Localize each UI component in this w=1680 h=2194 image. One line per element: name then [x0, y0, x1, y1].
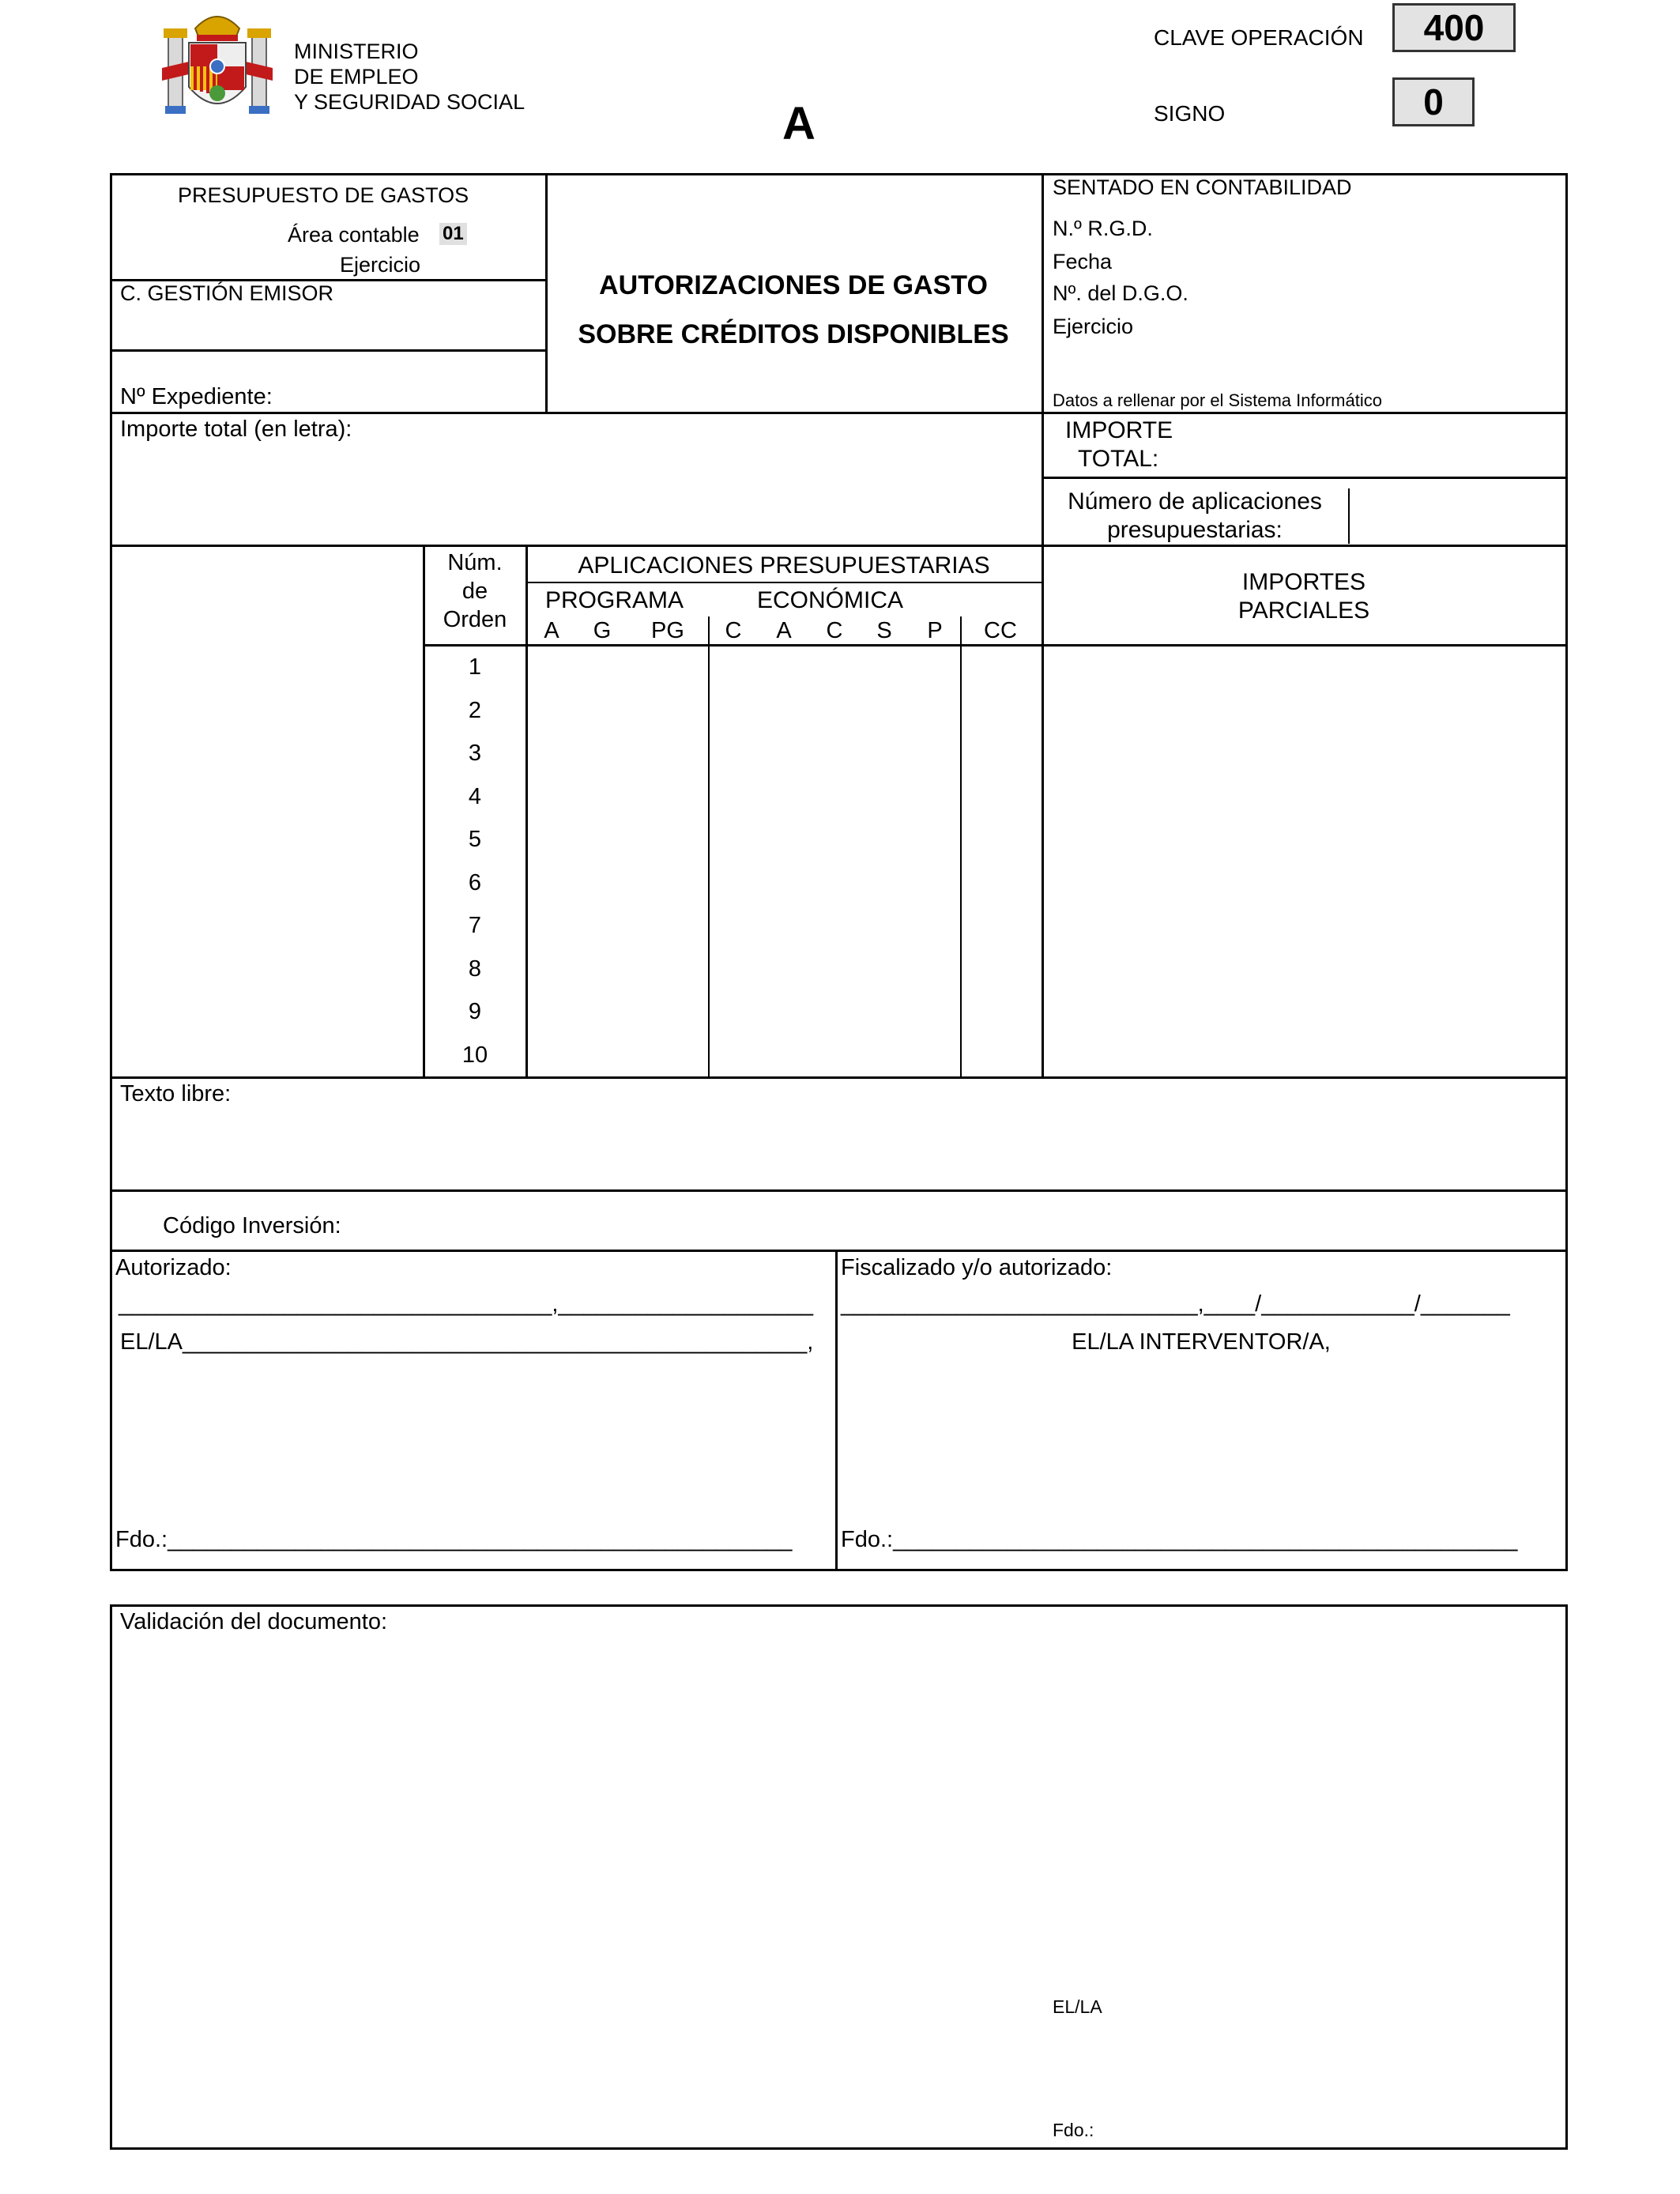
order-number: 2	[468, 697, 482, 723]
divider-programa-economica	[708, 616, 710, 1079]
divider-importe-block	[110, 545, 1568, 547]
order-number: 1	[468, 654, 482, 680]
order-number: 9	[468, 999, 482, 1024]
budget-title: PRESUPUESTO DE GASTOS	[178, 183, 469, 207]
area-contable-value[interactable]: 01	[439, 223, 467, 245]
num-aplicaciones-divider	[1348, 488, 1350, 544]
importe-letra-label: Importe total (en letra):	[120, 417, 352, 442]
divider-gestion	[110, 349, 548, 352]
contabilidad-ejercicio-label: Ejercicio	[1053, 315, 1134, 338]
divider-orden-left	[423, 545, 425, 1079]
divider-top-block	[110, 412, 1568, 414]
col-cc: CC	[984, 618, 1017, 643]
num-aplicaciones-label-line1: Número de aplicaciones	[1068, 488, 1322, 515]
autorizado-cargo-line[interactable]: EL/LA_________________________________________________,	[120, 1329, 814, 1355]
validacion-ella-label: EL/LA	[1053, 1996, 1102, 2017]
form-letter: A	[782, 98, 816, 149]
orden-label-line2: de	[461, 579, 488, 604]
validacion-label: Validación del documento:	[120, 1609, 388, 1634]
autorizado-firma-line[interactable]: Fdo.:_________________________________________________	[115, 1527, 793, 1552]
col-s: S	[876, 618, 892, 643]
sistema-informatico-note: Datos a rellenar por el Sistema Informático	[1053, 390, 1382, 410]
divider-signatures	[835, 1250, 838, 1571]
economica-label: ECONÓMICA	[757, 587, 904, 613]
form-right-border	[1565, 173, 1568, 1571]
dgo-label: Nº. del D.G.O.	[1053, 281, 1188, 305]
order-number: 10	[461, 1042, 488, 1068]
autorizado-place-date-line[interactable]: __________________________________,____________________	[119, 1291, 813, 1317]
divider-title-left	[545, 173, 548, 413]
orden-label-line1: Núm.	[447, 550, 503, 575]
divider-orden-right	[525, 545, 528, 1079]
order-number: 3	[468, 741, 482, 766]
col-pg: PG	[651, 618, 684, 643]
ejercicio-label: Ejercicio	[340, 253, 421, 277]
divider-importe-total	[1042, 477, 1568, 479]
form-bottom-border	[110, 1569, 1568, 1571]
area-contable-label: Área contable	[288, 223, 420, 247]
divider-table-header	[423, 644, 1568, 647]
col-p: P	[927, 618, 943, 643]
fiscalizado-place-date-line[interactable]: ____________________________,____/____________/_______	[841, 1291, 1510, 1317]
order-number: 7	[468, 913, 482, 938]
col-c: C	[725, 618, 742, 643]
ministry-name-line1: MINISTERIO	[294, 40, 419, 63]
divider-right-column	[1042, 173, 1044, 1079]
signo-label: SIGNO	[1154, 101, 1226, 126]
divider-apps-title	[525, 582, 1042, 583]
order-number: 8	[468, 956, 482, 982]
programa-label: PROGRAMA	[545, 587, 684, 613]
divider-texto-libre	[110, 1189, 1568, 1192]
order-number: 5	[468, 827, 482, 852]
gestion-emisor-label: C. GESTIÓN EMISOR	[120, 281, 334, 305]
divider-table-bottom	[110, 1076, 1568, 1079]
rgd-label: N.º R.G.D.	[1053, 217, 1153, 240]
importe-total-label-line1: IMPORTE	[1065, 417, 1173, 443]
ministry-name-line2: DE EMPLEO	[294, 65, 419, 89]
importes-parciales-line1: IMPORTES	[1241, 569, 1366, 595]
form-left-border	[110, 173, 112, 1571]
form-title-line2: SOBRE CRÉDITOS DISPONIBLES	[578, 319, 1009, 349]
importe-total-label-line2: TOTAL:	[1078, 446, 1159, 472]
expediente-label: Nº Expediente:	[120, 384, 273, 409]
col-c2: C	[826, 618, 843, 643]
clave-operacion-label: CLAVE OPERACIÓN	[1154, 25, 1364, 50]
fiscalizado-firma-line[interactable]: Fdo.:_________________________________________________	[841, 1527, 1518, 1552]
form-title-line1: AUTORIZACIONES DE GASTO	[599, 270, 988, 300]
order-number: 6	[468, 869, 482, 895]
divider-economica-cc	[960, 616, 962, 1079]
order-number: 4	[468, 783, 482, 809]
codigo-inversion-label: Código Inversión:	[163, 1213, 341, 1238]
divider-codigo-inversion	[110, 1250, 1568, 1252]
aplicaciones-title: APLICACIONES PRESUPUESTARIAS	[578, 552, 990, 579]
importes-parciales-line2: PARCIALES	[1237, 598, 1370, 624]
ministry-name-line3: Y SEGURIDAD SOCIAL	[294, 90, 525, 114]
texto-libre-label: Texto libre:	[120, 1081, 232, 1106]
signo-value: 0	[1392, 77, 1475, 126]
clave-operacion-value: 400	[1392, 3, 1516, 52]
fecha-label: Fecha	[1053, 250, 1113, 273]
interventor-label: EL/LA INTERVENTOR/A,	[1072, 1329, 1331, 1355]
autorizado-label: Autorizado:	[115, 1255, 232, 1280]
orden-label-line3: Orden	[443, 607, 507, 632]
col-g: G	[593, 618, 612, 643]
fiscalizado-label: Fiscalizado y/o autorizado:	[841, 1255, 1113, 1280]
num-aplicaciones-label-line2: presupuestarias:	[1107, 517, 1283, 543]
contabilidad-title: SENTADO EN CONTABILIDAD	[1053, 175, 1352, 199]
coat-of-arms-logo	[162, 5, 273, 122]
validacion-fdo-label: Fdo.:	[1053, 2120, 1094, 2140]
col-a2: A	[776, 618, 792, 643]
col-a: A	[544, 618, 559, 643]
validacion-box	[110, 1604, 1568, 2150]
